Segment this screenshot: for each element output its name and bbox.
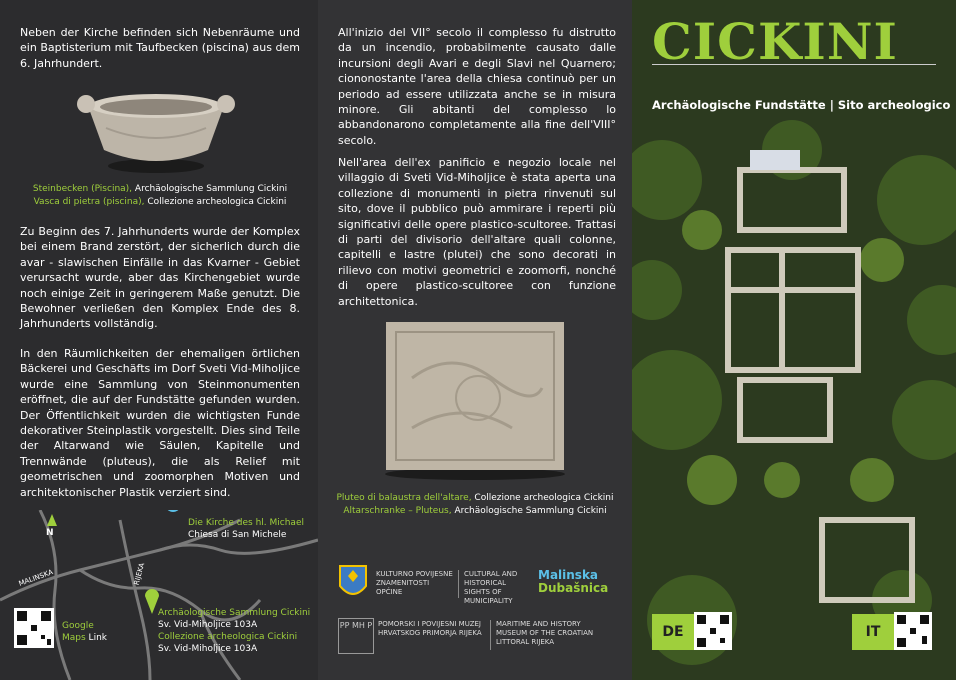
basin-caption-de (20, 183, 300, 196)
pluteus-caption (328, 492, 622, 517)
pluteus-caption-de-highlight: Altarschranke – Pluteus, (343, 505, 452, 516)
middle-para-2: Nell'area dell'ex panificio e negozio locale nel villaggio di Sveti Vid-Miholjice è stata aperta una collezione di monumenti in pietra rinvenuti sul sito, dove il pubblico può ammirare i reperti più significativi delle opere plastico-scultoree. Trattasi di parti del divisorio dell'altare quali colonne, capitelli e lastre (plutei) che sono decorati in rilievo con motivi geometrici e zoomorfi, nonché di opere plastico-scultoree con funzione architettonica. (338, 156, 616, 308)
pluteus-caption-it (328, 492, 622, 505)
maps-link-text[interactable] (62, 620, 112, 644)
maps-link-highlight: Google Maps (62, 621, 94, 643)
left-para-1: Neben der Kirche befinden sich Nebenräume und ein Baptisterium mit Taufbecken (piscina) aus dem 6. Jahrhundert. (20, 26, 300, 70)
logo-divider-2 (490, 620, 491, 650)
north-label: N (46, 528, 54, 538)
malinska-dubasnica-logo (538, 569, 608, 595)
collection-marker-label (158, 607, 310, 655)
logo-2-text-hr: POMORSKI I POVIJESNI MUZEJ HRVATSKOG PRIMORJA RIJEKA (378, 620, 482, 637)
collection-address-de: Sv. Vid-Miholjice 103A (158, 620, 258, 630)
collection-name-de: Archäologische Sammlung Cickini (158, 608, 311, 618)
altar-pluteus-photo (382, 318, 568, 480)
qr-code-de[interactable] (694, 612, 732, 650)
logo-divider-1 (458, 570, 459, 598)
collection-name-it: Collezione archeologica Cickini (158, 632, 298, 642)
logo-1-text-en: CULTURAL AND HISTORICAL SIGHTS OF MUNICIPALITY (464, 570, 518, 605)
language-badge-de[interactable]: DE (652, 614, 694, 650)
pluteus-caption-it-highlight: Pluteo di balaustra dell'altare, (336, 493, 472, 503)
middle-para-1: All'inizio del VII° secolo il complesso fu distrutto da un incendio, probabilmente causato dalle incursioni degli Avari e degli Slavi nel Quarnero; ciononostante l'area della chiesa continuò per un periodo ad essere utilizzata anche se in misura minore. Gli abitanti del complesso lo abbandonarono completamente alla fine dell'VIII° secolo. (338, 26, 616, 147)
logo-1-text-hr: KULTURNO POVIJESNE ZNAMENITOSTI OPĆINE (376, 570, 453, 596)
cover-subtitle: Archäologische Fundstätte | Sito archeologico (652, 98, 951, 112)
basin-caption-it (20, 196, 300, 209)
road-label-rijeka: RIJEKA (132, 562, 147, 586)
brand-line-2: Dubašnica (538, 581, 609, 595)
cover-title: CICKINI (652, 12, 898, 71)
middle-panel (318, 0, 632, 680)
pluteus-caption-de (328, 505, 622, 518)
logo-2-text-en: MARITIME AND HISTORY MUSEUM OF THE CROATIAN LITTORAL RIJEKA (496, 620, 594, 646)
road-label-malinska: MALINSKA (17, 568, 55, 588)
caption-de-text: Archäologische Sammlung Cickini (132, 184, 288, 194)
church-name-de: Die Kirche des hl. Michael (188, 518, 304, 528)
collection-address-it: Sv. Vid-Miholjice 103A (158, 644, 258, 654)
caption-it-highlight: Vasca di pietra (piscina), (33, 196, 145, 207)
stone-basin-photo (76, 88, 236, 176)
church-marker-label (188, 517, 304, 541)
basin-caption (20, 183, 300, 208)
pluteus-caption-it-text: Collezione archeologica Cickini (471, 493, 614, 503)
brand-line-1: Malinska (538, 568, 599, 582)
left-para-2: Zu Beginn des 7. Jahrhunderts wurde der Komplex bei einem Brand zerstört, der sicherlich durch die avar - slawischen Einfälle in das Kvarner - Gebiet verursacht wurde, aber das Kirchengebiet wurde noch einige Zeit in geringerem Maße genutzt. Die Bewohner verließen den Komplex Ende des 8. Jahrhunderts vollständig. (20, 225, 300, 331)
church-name-it: Chiesa di San Michele (188, 530, 287, 540)
caption-it-text: Collezione archeologica Cickini (144, 196, 287, 207)
caption-de-highlight: Steinbecken (Piscina), (32, 184, 133, 194)
municipality-crest-icon (338, 564, 368, 602)
qr-code-maps[interactable] (14, 608, 54, 648)
left-para-3: In den Räumlichkeiten der ehemaligen örtlichen Bäckerei und Geschäfts im Dorf Sveti Vid-Miholjice wurde eine Sammlung von Steinmonumenten eröffnet, die auf der Fundstätte gefunden wurden. Der Öffentlichkeit wurden die wichtigsten Funde dekorativer Steinplastik vorgestellt. Dies sind Teile der Altarwand wie Säulen, Kapitelle und Trennwände (pluteus), die als Relief mit geometrischen und zoomorphen Motiven und architektonischer Plastik verziert sind. (20, 347, 300, 499)
left-panel (0, 0, 318, 680)
qr-code-it[interactable] (894, 612, 932, 650)
pluteus-caption-de-text: Archäologische Sammlung Cickini (451, 505, 607, 516)
maps-link-label: Link (85, 633, 107, 643)
language-badge-it[interactable]: IT (852, 614, 894, 650)
museum-logo: PP MH P (338, 618, 374, 654)
